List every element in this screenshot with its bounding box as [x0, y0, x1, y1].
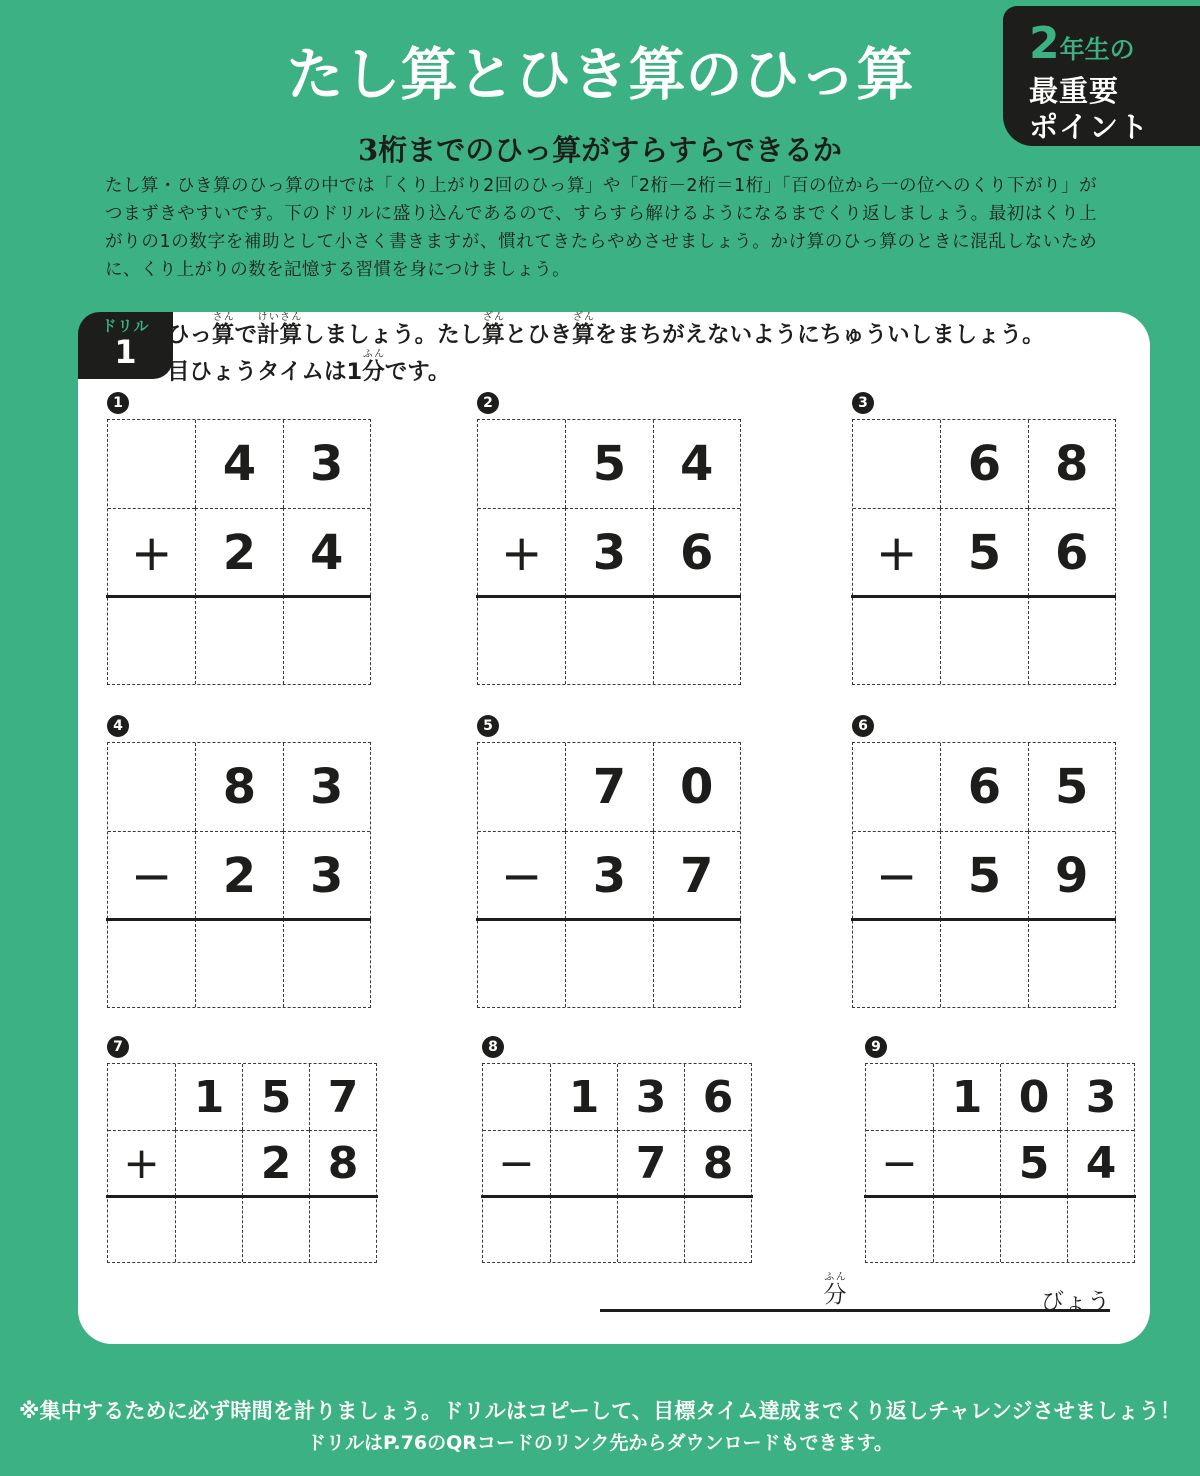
empty-cell — [175, 1130, 242, 1196]
digit-cell: 0 — [1000, 1064, 1067, 1130]
answer-cell — [195, 596, 282, 684]
answer-cell — [309, 1196, 376, 1262]
answer-cell — [866, 1196, 933, 1262]
grade-suffix: 年生の — [1059, 35, 1135, 64]
digit-cell: 3 — [283, 420, 370, 508]
problem-3 — [852, 395, 1116, 685]
operator-cell: + — [108, 508, 195, 596]
answer-cell — [940, 919, 1027, 1007]
sum-line — [864, 1195, 1135, 1198]
problem-2 — [477, 395, 741, 685]
digit-cell: 3 — [565, 831, 652, 919]
footer-line1: ※集中するために必ず時間を計りましょう。ドリルはコピーして、目標タイム達成までくり返しチャレンジさせましょう！ — [18, 1399, 1182, 1423]
sum-line — [481, 1195, 752, 1198]
digit-cell: 1 — [175, 1064, 242, 1130]
problem-number-badge: 9 — [865, 1036, 887, 1058]
answer-cell — [940, 596, 1027, 684]
operator-cell: − — [108, 831, 195, 919]
digit-cell: 7 — [653, 831, 740, 919]
problem-6 — [852, 718, 1116, 1008]
answer-cell — [853, 596, 940, 684]
answer-cell — [853, 919, 940, 1007]
grade-badge-line3: ポイント — [1029, 110, 1150, 144]
calc-grid — [477, 742, 741, 1008]
sum-line — [106, 595, 371, 598]
empty-cell — [550, 1130, 617, 1196]
digit-cell: 8 — [1028, 420, 1115, 508]
operator-cell: + — [478, 508, 565, 596]
operator-cell: + — [853, 508, 940, 596]
drill-instruction-line1: ひっ算さんで計算けいさんしましょう。たし算ざんとひき算ざんをまちがえないようにちゅういしましょう。 — [167, 312, 1045, 348]
empty-cell — [866, 1064, 933, 1130]
answer-cell — [195, 919, 282, 1007]
minutes-label: 分ふん — [823, 1272, 847, 1308]
digit-cell: 6 — [684, 1064, 751, 1130]
digit-cell: 4 — [653, 420, 740, 508]
calc-grid — [852, 742, 1116, 1008]
answer-cell — [653, 919, 740, 1007]
answer-cell — [108, 596, 195, 684]
page-title: たし算とひき算のひっ算 — [286, 42, 914, 108]
drill-tab-number: 1 — [114, 333, 137, 371]
operator-cell: − — [853, 831, 940, 919]
empty-cell — [108, 1064, 175, 1130]
answer-cell — [933, 1196, 1000, 1262]
operator-cell: − — [483, 1130, 550, 1196]
answer-cell — [1028, 596, 1115, 684]
digit-cell: 6 — [940, 420, 1027, 508]
digit-cell: 3 — [617, 1064, 684, 1130]
digit-cell: 5 — [1028, 743, 1115, 831]
answer-cell — [565, 596, 652, 684]
digit-cell: 5 — [1000, 1130, 1067, 1196]
digit-cell: 1 — [550, 1064, 617, 1130]
problem-number-badge: 5 — [477, 715, 499, 737]
answer-cell — [550, 1196, 617, 1262]
digit-cell: 1 — [933, 1064, 1000, 1130]
problem-number-badge: 6 — [852, 715, 874, 737]
problem-number-badge: 1 — [107, 392, 129, 414]
calc-grid — [107, 1063, 377, 1263]
operator-cell: + — [108, 1130, 175, 1196]
intro-paragraph: たし算・ひき算のひっ算の中では「くり上がり2回のひっ算」や「2桁－2桁＝1桁」「百の位から一の位へのくり下がり」がつまずきやすいです。下のドリルに盛り込んであるので、すらすら解けるようになるまでくり返しましょう。最初はくり上がりの1の数字を補助として小さく書きますが、慣れてきたらやめさせましょう。かけ算のひっ算のときに混乱しないために、くり上がりの数を記憶する習慣を身につけましょう。 — [105, 176, 1097, 280]
page-subtitle: 3桁までのひっ算がすらすらできるか — [358, 133, 842, 167]
answer-cell — [108, 1196, 175, 1262]
sum-line — [851, 918, 1116, 921]
answer-cell — [478, 596, 565, 684]
calc-grid — [865, 1063, 1135, 1263]
digit-cell: 8 — [195, 743, 282, 831]
sum-line — [106, 918, 371, 921]
footer-line2: ドリルはP.76のQRコードのリンク先からダウンロードもできます。 — [307, 1432, 893, 1454]
empty-cell — [933, 1130, 1000, 1196]
answer-cell — [483, 1196, 550, 1262]
digit-cell: 4 — [283, 508, 370, 596]
answer-cell — [283, 596, 370, 684]
answer-cell — [565, 919, 652, 1007]
digit-cell: 5 — [565, 420, 652, 508]
digit-cell: 6 — [1028, 508, 1115, 596]
drill-instruction-line2: 目ひょうタイムは1分ふんです。 — [167, 349, 451, 385]
calc-grid — [107, 742, 371, 1008]
problem-number-badge: 4 — [107, 715, 129, 737]
answer-cell — [684, 1196, 751, 1262]
problem-number-badge: 2 — [477, 392, 499, 414]
footer-note — [0, 1394, 1200, 1458]
problem-5 — [477, 718, 741, 1008]
digit-cell: 4 — [1067, 1130, 1134, 1196]
empty-cell — [478, 743, 565, 831]
digit-cell: 0 — [653, 743, 740, 831]
calc-grid — [477, 419, 741, 685]
sum-line — [476, 595, 741, 598]
digit-cell: 7 — [309, 1064, 376, 1130]
digit-cell: 5 — [940, 508, 1027, 596]
answer-cell — [108, 919, 195, 1007]
answer-cell — [175, 1196, 242, 1262]
empty-cell — [853, 743, 940, 831]
digit-cell: 7 — [617, 1130, 684, 1196]
answer-cell — [478, 919, 565, 1007]
drill-tab — [78, 312, 173, 379]
digit-cell: 5 — [940, 831, 1027, 919]
digit-cell: 2 — [195, 831, 282, 919]
digit-cell: 5 — [242, 1064, 309, 1130]
problem-1 — [107, 395, 371, 685]
digit-cell: 2 — [195, 508, 282, 596]
problem-number-badge: 3 — [852, 392, 874, 414]
problem-9 — [865, 1039, 1135, 1263]
empty-cell — [483, 1064, 550, 1130]
operator-cell: − — [866, 1130, 933, 1196]
operator-cell: − — [478, 831, 565, 919]
answer-cell — [242, 1196, 309, 1262]
answer-cell — [1028, 919, 1115, 1007]
digit-cell: 6 — [653, 508, 740, 596]
sum-line — [476, 918, 741, 921]
digit-cell: 7 — [565, 743, 652, 831]
digit-cell: 3 — [565, 508, 652, 596]
answer-cell — [653, 596, 740, 684]
problem-7 — [107, 1039, 377, 1263]
sum-line — [106, 1195, 377, 1198]
empty-cell — [108, 743, 195, 831]
digit-cell: 9 — [1028, 831, 1115, 919]
grade-number: 2 — [1029, 18, 1060, 69]
problem-number-badge: 8 — [482, 1036, 504, 1058]
answer-cell — [1000, 1196, 1067, 1262]
problem-4 — [107, 718, 371, 1008]
digit-cell: 2 — [242, 1130, 309, 1196]
problem-8 — [482, 1039, 752, 1263]
answer-cell — [283, 919, 370, 1007]
sum-line — [851, 595, 1116, 598]
digit-cell: 3 — [283, 743, 370, 831]
grade-badge-line2: 最重要 — [1029, 74, 1120, 108]
problem-number-badge: 7 — [107, 1036, 129, 1058]
digit-cell: 3 — [283, 831, 370, 919]
drill-instruction — [167, 312, 1117, 386]
empty-cell — [853, 420, 940, 508]
digit-cell: 4 — [195, 420, 282, 508]
digit-cell: 3 — [1067, 1064, 1134, 1130]
digit-cell: 8 — [309, 1130, 376, 1196]
calc-grid — [107, 419, 371, 685]
answer-cell — [1067, 1196, 1134, 1262]
calc-grid — [482, 1063, 752, 1263]
empty-cell — [478, 420, 565, 508]
drill-tab-label: ドリル — [101, 317, 150, 335]
seconds-label: びょう — [1041, 1289, 1110, 1315]
digit-cell: 8 — [684, 1130, 751, 1196]
digit-cell: 6 — [940, 743, 1027, 831]
answer-cell — [617, 1196, 684, 1262]
empty-cell — [108, 420, 195, 508]
calc-grid — [852, 419, 1116, 685]
